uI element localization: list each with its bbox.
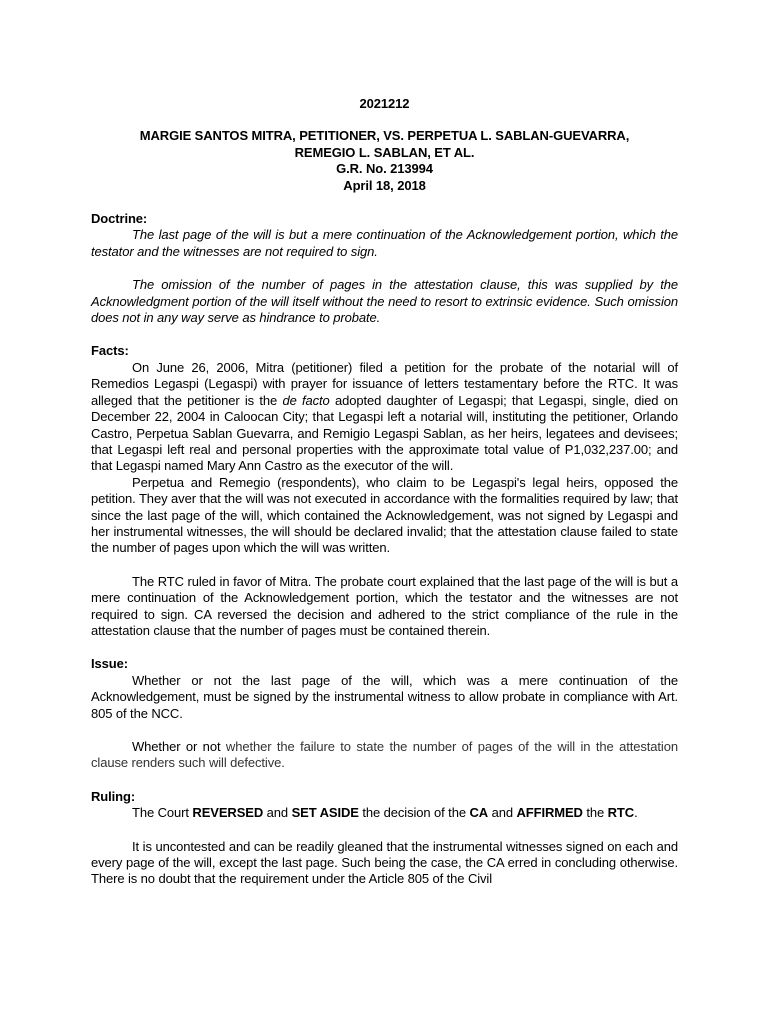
facts-paragraph-3: The RTC ruled in favor of Mitra. The probate court explained that the last page of the will is but a mere continuation of the Acknowledgement portion, which the testator and the witnesses are not required to sign. CA reversed the decision and adhered to the strict compliance of the rule in the attestation clause that the number of pages must be contained therein. [91, 573, 678, 638]
facts-p1-text-b: adopted daughter of Legaspi; that Legaspi, single, died on December 22, 2004 in Caloocan City; that Legaspi left a notarial will, instituting the petitioner, Orlando Castro, Perpetua Sablan Guevarra, and Remigio Legaspi Sablan, as her heirs, legatees and devisees; that Legaspi left real and personal properties with the approximate total value of P1,032,237.00; and that Legaspi named Mary Ann Castro as the executor of the will. [91, 392, 678, 474]
facts-p1-text-a: On June 26, 2006, Mitra (petitioner) filed a petition for the probate of the notarial will of Remedios Legaspi (Legaspi) with prayer for issuance of letters testamentary before the RTC. It was alleged that the petitioner is the [91, 359, 678, 408]
ruling-p1-rtc: RTC [607, 805, 635, 821]
issue-section [91, 656, 678, 771]
case-number: 2021212 [359, 96, 410, 111]
ruling-p1-text-d: the decision of the [358, 805, 470, 821]
facts-section [91, 343, 678, 639]
issue-heading: Issue: [91, 656, 128, 672]
ruling-p1-reversed: REVERSED [192, 805, 264, 821]
ruling-p1-text-c: and [263, 805, 292, 821]
gr-number: G.R. No. 213994 [336, 161, 433, 177]
ruling-p1-text-f: the [582, 805, 608, 821]
document-page [91, 96, 678, 888]
case-title-line-1: MARGIE SANTOS MITRA, PETITIONER, VS. PERPETUA L. SABLAN-GUEVARRA, [139, 128, 630, 144]
facts-p1-italic: de facto [282, 392, 330, 408]
ruling-heading: Ruling: [91, 788, 136, 804]
doctrine-section [91, 211, 678, 326]
issue-p2-text-a: Whether or not [132, 739, 226, 754]
doctrine-heading: Doctrine: [91, 211, 148, 227]
ruling-p1-ca: CA [469, 805, 489, 821]
facts-paragraph-2: Perpetua and Remegio (respondents), who claim to be Legaspi's legal heirs, opposed the petition. They aver that the will was not executed in accordance with the formalities required by law; that since the last page of the will, which contained the Acknowledgement, was not signed by Legaspi and her instrumental witnesses, the will should be declared invalid; that the attestation clause failed to state the number of pages upon which the will was written. [91, 474, 678, 556]
doctrine-paragraph-2: The omission of the number of pages in the attestation clause, this was supplied by the Acknowledgment portion of the will itself without the need to resort to extrinsic evidence. Such omission does not in any way serve as hindrance to probate. [91, 277, 678, 326]
case-title-line-2: REMEGIO L. SABLAN, ET AL. [294, 144, 475, 160]
ruling-p1-set-aside: SET ASIDE [291, 805, 359, 821]
ruling-p1-text-e: and [488, 805, 517, 821]
ruling-section [91, 789, 678, 888]
ruling-paragraph-2: It is uncontested and can be readily gleaned that the instrumental witnesses signed on each and every page of the will, except the last page. Such being the case, the CA erred in concluding otherwise. There is no doubt that the requirement under the Article 805 of the Civil [91, 838, 678, 887]
facts-heading: Facts: [91, 343, 129, 359]
decision-date: April 18, 2018 [343, 177, 426, 193]
issue-paragraph-1: Whether or not the last page of the will, which was a mere continuation of the Acknowledgement, must be signed by the instrumental witness to allow probate in compliance with Art. 805 of the NCC. [91, 672, 678, 721]
facts-paragraph-1 [91, 360, 678, 475]
issue-paragraph-2 [91, 739, 678, 772]
ruling-p1-affirmed: AFFIRMED [516, 805, 583, 821]
ruling-p1-text-a: The Court [132, 805, 193, 821]
doctrine-paragraph-1: The last page of the will is but a mere continuation of the Acknowledgement portion, which the testator and the witnesses are not required to sign. [91, 227, 678, 259]
issue-p2-text-b: whether the failure to state the number of pages of the will in the attestation clause renders such will defective. [91, 739, 678, 771]
ruling-paragraph-1 [91, 805, 678, 821]
ruling-p1-text-g: . [634, 805, 638, 821]
